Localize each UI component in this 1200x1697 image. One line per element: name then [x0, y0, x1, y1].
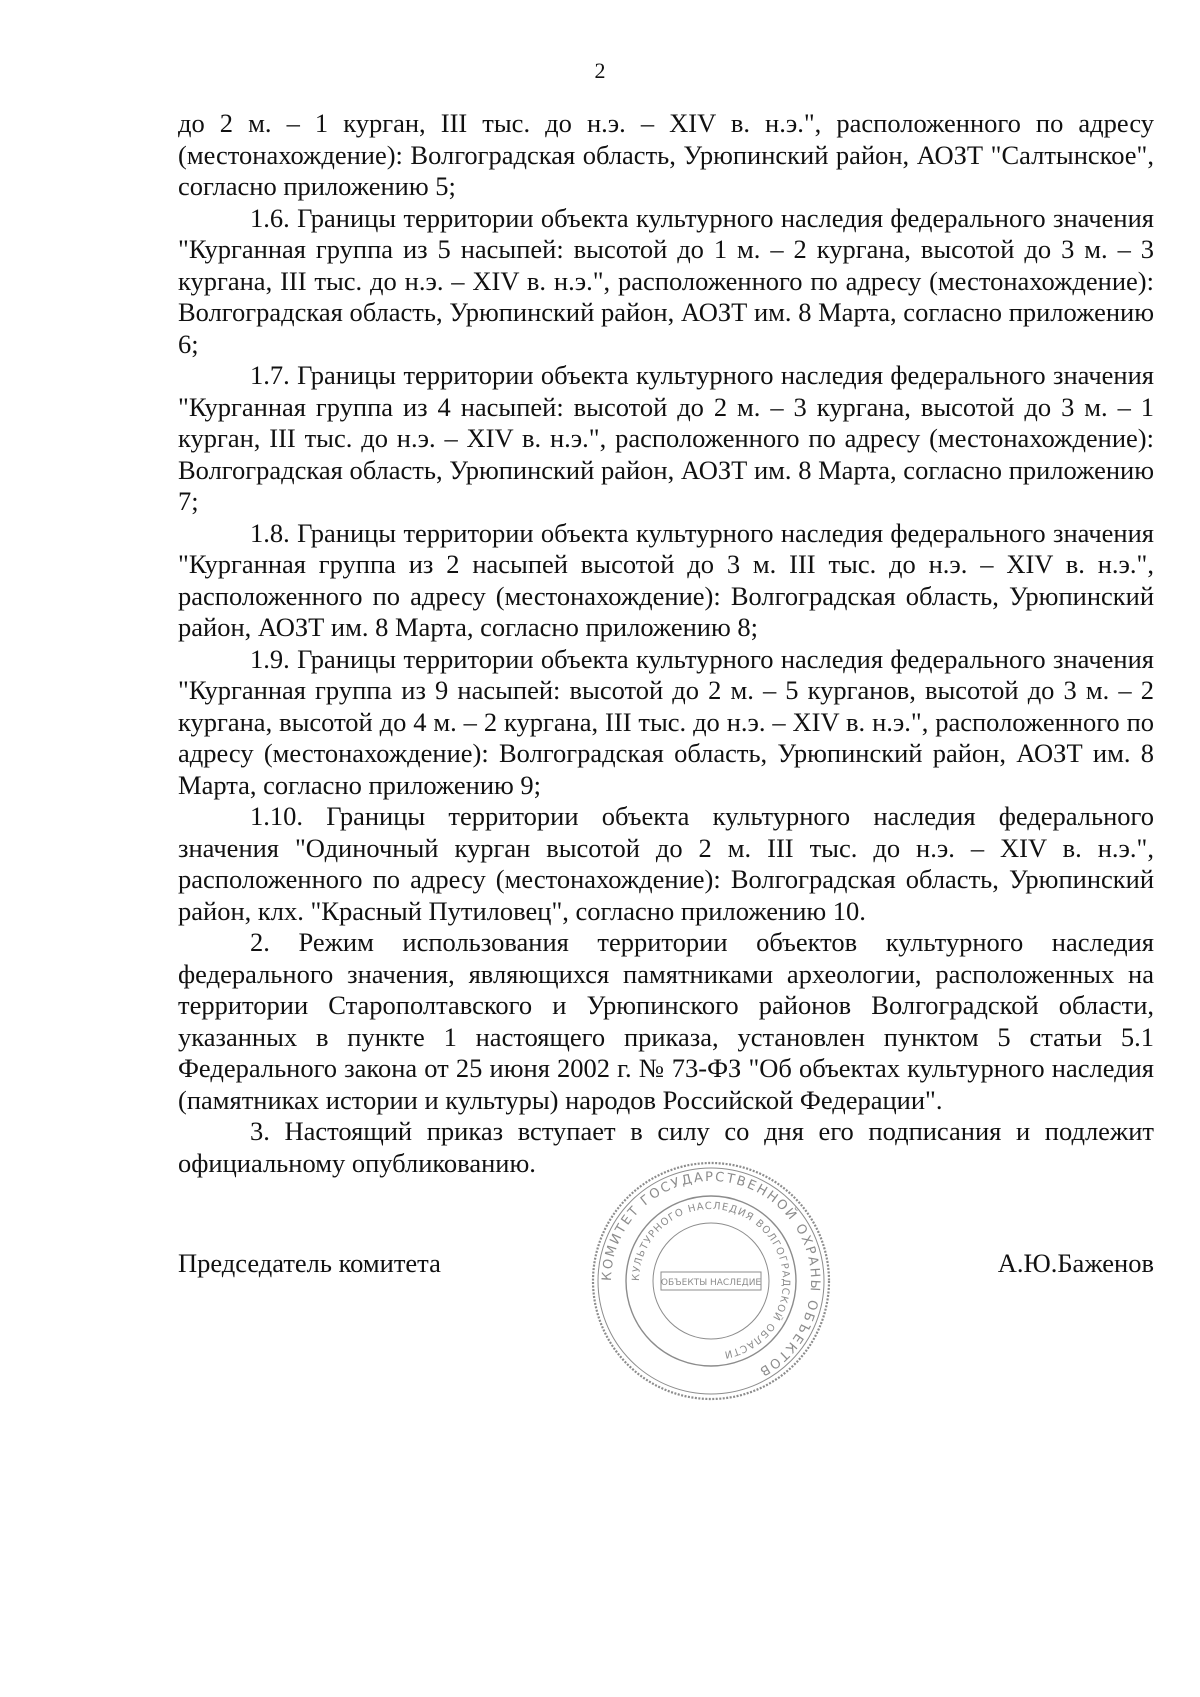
signatory-name: А.Ю.Баженов	[997, 1248, 1154, 1278]
paragraph-1-9: 1.9. Границы территории объекта культурного наследия федерального значения "Курганная группа из 9 насыпей: высотой до 2 м. – 5 курганов, высотой до 3 м. – 2 кургана, высотой до 4 м. – 2 кургана, III тыс. до н.э. – XIV в. н.э.", расположенного по адресу (местонахождение): Волгоградская область, Урюпинский район, АОЗТ им. 8 Марта, согласно приложению 9;	[178, 643, 1154, 800]
paragraph-continuation: до 2 м. – 1 курган, III тыс. до н.э. – XIV в. н.э.", расположенного по адресу (местонахождение): Волгоградская область, Урюпинский район, АОЗТ "Салтынское", согласно приложению 5;	[178, 108, 1154, 201]
seal-center-text: ОБЪЕКТЫ НАСЛЕДИЕ	[660, 1278, 762, 1288]
seal-inner-text: КУЛЬТУРНОГО НАСЛЕДИЯ ВОЛГОГРАДСКОЙ ОБЛАСТИ	[630, 1200, 792, 1360]
signatory-title: Председатель комитета	[178, 1248, 441, 1278]
seal-outer-text: КОМИТЕТ ГОСУДАРСТВЕННОЙ ОХРАНЫ ОБЪЕКТОВ	[599, 1169, 823, 1380]
paragraph-2: 2. Режим использования территории объектов культурного наследия федерального значения, являющихся памятниками археологии, расположенных на территории Старополтавского и Урюпинского районов Волгоградской области, указанных в пункте 1 настоящего приказа, установлен пунктом 5 статьи 5.1 Федерального закона от 25 июня 2002 г. № 73-ФЗ "Об объектах культурного наследия (памятниках истории и культуры) народов Российской Федерации".	[178, 927, 1154, 1115]
paragraph-3: 3. Настоящий приказ вступает в силу со дня его подписания и подлежит официальному опубликованию.	[178, 1116, 1154, 1178]
page-number: 2	[594, 58, 606, 83]
paragraph-1-6: 1.6. Границы территории объекта культурного наследия федерального значения "Курганная группа из 5 насыпей: высотой до 1 м. – 2 кургана, высотой до 3 м. – 3 кургана, III тыс. до н.э. – XIV в. н.э.", расположенного по адресу (местонахождение): Волгоградская область, Урюпинский район, АОЗТ им. 8 Марта, согласно приложению 6;	[178, 202, 1154, 359]
signature-block	[178, 1247, 1154, 1287]
document-body	[178, 108, 1154, 1179]
paragraph-1-8: 1.8. Границы территории объекта культурного наследия федерального значения "Курганная группа из 2 насыпей высотой до 3 м. III тыс. до н.э. – XIV в. н.э.", расположенного по адресу (местонахождение): Волгоградская область, Урюпинский район, АОЗТ им. 8 Марта, согласно приложению 8;	[178, 517, 1154, 642]
paragraph-1-7: 1.7. Границы территории объекта культурного наследия федерального значения "Курганная группа из 4 насыпей: высотой до 2 м. – 3 кургана, высотой до 3 м. – 1 курган, III тыс. до н.э. – XIV в. н.э.", расположенного по адресу (местонахождение): Волгоградская область, Урюпинский район, АОЗТ им. 8 Марта, согласно приложению 7;	[178, 360, 1154, 516]
paragraph-1-10: 1.10. Границы территории объекта культурного наследия федерального значения "Одиночный курган высотой до 2 м. III тыс. до н.э. – XIV в. н.э.", расположенного по адресу (местонахождение): Волгоградская область, Урюпинский район, клх. "Красный Путиловец", согласно приложению 10.	[178, 801, 1154, 926]
